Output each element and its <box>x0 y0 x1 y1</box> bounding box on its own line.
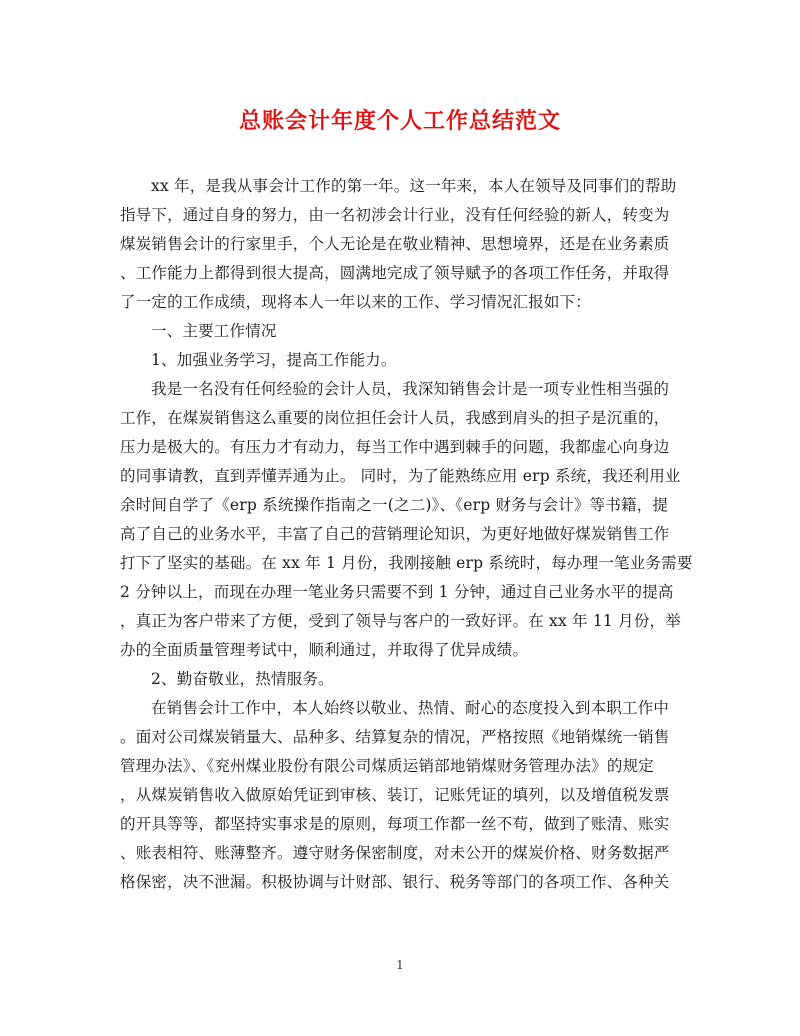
paragraph-line: 、工作能力上都得到很大提高，圆满地完成了领导赋予的各项工作任务，并取得 <box>120 264 670 282</box>
paragraph-line: 了一定的工作成绩，现将本人一年以来的工作、学习情况汇报如下： <box>120 293 592 311</box>
paragraph-line: 2 分钟以上，而现在办理一笔业务只需要不到 1 分钟，通过自己业务水平的提高 <box>120 583 674 601</box>
paragraph-line: ，从煤炭销售收入做原始凭证到审核、装订，记账凭证的填列，以及增值税发票 <box>120 786 670 804</box>
section-heading: 一、主要工作情况 <box>151 322 277 340</box>
paragraph-line: 煤炭销售会计的行家里手，个人无论是在敬业精神、思想境界，还是在业务素质 <box>120 235 670 253</box>
paragraph-line: 、账表相符、账薄整齐。遵守财务保密制度，对未公开的煤炭价格、财务数据严 <box>120 844 670 862</box>
paragraph-line: 格保密，决不泄漏。积极协调与计财部、银行、税务等部门的各项工作、各种关 <box>120 873 670 891</box>
paragraph-line: 的同事请教，直到弄懂弄通为止。 同时，为了能熟练应用 erp 系统，我还利用业 <box>120 467 681 485</box>
paragraph-line: xx 年，是我从事会计工作的第一年。这一年来，本人在领导及同事们的帮助 <box>151 177 677 195</box>
paragraph-line: 管理办法》、《兖州煤业股份有限公司煤质运销部地销煤财务管理办法》的规定 <box>120 757 655 775</box>
subsection-heading: 1、加强业务学习，提高工作能力。 <box>151 351 397 369</box>
subsection-heading: 2、勤奋敬业，热情服务。 <box>151 670 334 688</box>
paragraph-line: 打下了坚实的基础。在 xx 年 1 月份，我刚接触 erp 系统时，每办理一笔业务需要 <box>120 554 693 572</box>
paragraph-line: 在销售会计工作中，本人始终以敬业、热情、耐心的态度投入到本职工作中 <box>151 699 670 717</box>
paragraph-line: 压力是极大的。有压力才有动力，每当工作中遇到棘手的问题，我都虚心向身边 <box>120 438 670 456</box>
paragraph-line: 我是一名没有任何经验的会计人员，我深知销售会计是一项专业性相当强的 <box>151 380 670 398</box>
paragraph-line: 的开具等等，都坚持实事求是的原则，每项工作都一丝不苟，做到了账清、账实 <box>120 815 670 833</box>
paragraph-line: 工作，在煤炭销售这么重要的岗位担任会计人员，我感到肩头的担子是沉重的， <box>120 409 670 427</box>
document-body <box>120 172 693 897</box>
paragraph-line: 。面对公司煤炭销量大、品种多、结算复杂的情况，严格按照《地销煤统一销售 <box>120 728 670 746</box>
page-number: 1 <box>396 958 404 972</box>
paragraph-line: 办的全面质量管理考试中，顺利通过，并取得了优异成绩。 <box>120 641 529 659</box>
paragraph-line: 指导下，通过自身的努力，由一名初涉会计行业，没有任何经验的新人，转变为 <box>120 206 670 224</box>
paragraph-line: 高了自己的业务水平，丰富了自己的营销理论知识，为更好地做好煤炭销售工作 <box>120 525 670 543</box>
paragraph-line: 余时间自学了《erp 系统操作指南之一(之二)》、《erp 财务与会计》等书籍，提 <box>120 496 669 514</box>
document-title: 总账会计年度个人工作总结范文 <box>238 108 561 134</box>
paragraph-line: ，真正为客户带来了方便，受到了领导与客户的一致好评。在 xx 年 11 月份，举 <box>120 612 681 630</box>
